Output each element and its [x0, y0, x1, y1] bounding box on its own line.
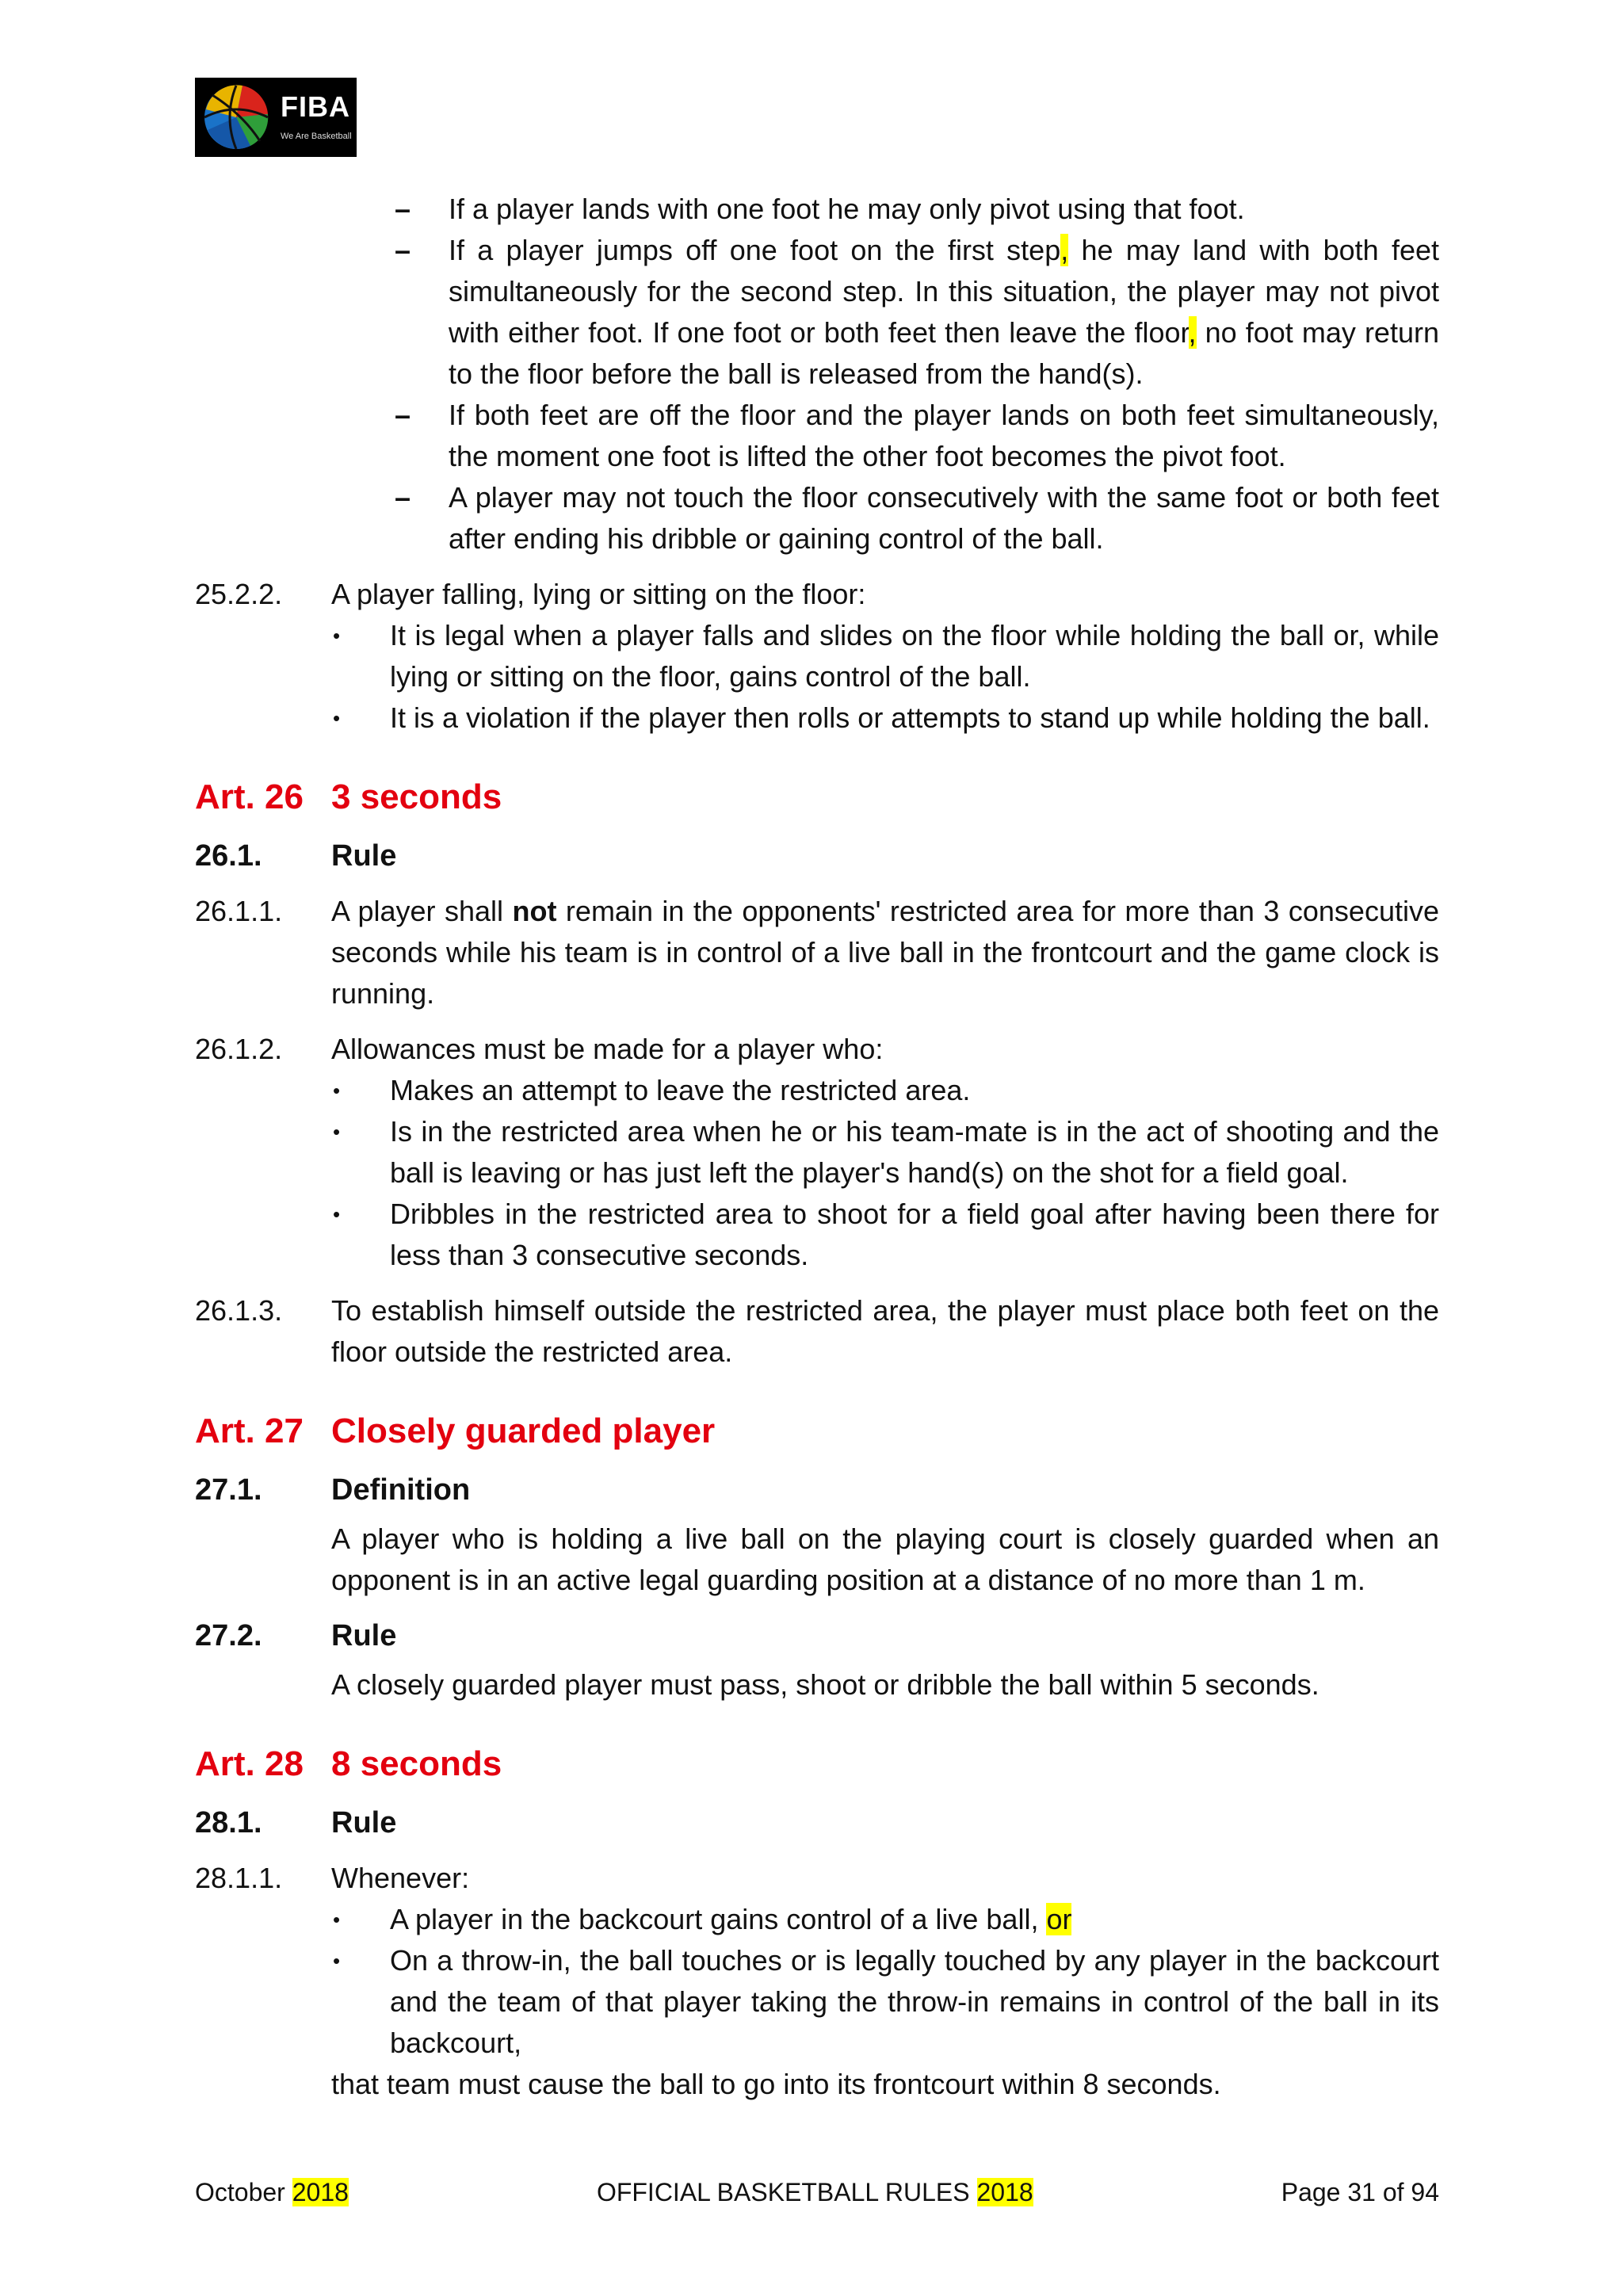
- bullet-marker: •: [333, 1908, 341, 1931]
- section-title: Definition: [331, 1473, 471, 1507]
- section-text: A player shall: [331, 895, 513, 927]
- section-number: 26.1.: [195, 839, 262, 873]
- bullet-marker: •: [333, 1949, 341, 1973]
- list-item-text: It is legal when a player falls and slides on the floor while holding the ball or, while lying or sitting on the floor, gains control of the ball.: [390, 619, 1439, 693]
- bullet-marker: •: [333, 1079, 341, 1102]
- footer-page-number: Page 31 of 94: [1281, 2178, 1439, 2206]
- section-28-1-heading: [195, 1802, 1439, 1843]
- list-item: [333, 1070, 1439, 1111]
- footer-year-highlight: 2018: [976, 2178, 1033, 2206]
- emphasis-text: not: [512, 895, 557, 927]
- section-number: 25.2.2.: [195, 578, 283, 610]
- section-number: 27.2.: [195, 1619, 262, 1652]
- list-item-text: On a throw-in, the ball touches or is legally touched by any player in the backcourt and the team of that player taking the throw-in remains in control of the ball in its backcourt,: [390, 1944, 1439, 2059]
- section-27-1-text: A player who is holding a live ball on the playing court is closely guarded when an opponent is in an active legal guarding position at a distance of no more than 1 m.: [331, 1522, 1439, 1596]
- dash-marker: –: [395, 234, 411, 266]
- list-item: [333, 1899, 1439, 1940]
- basketball-logo-icon: [195, 78, 277, 157]
- section-27-1-heading: [195, 1469, 1439, 1511]
- bullet-marker: •: [333, 624, 341, 648]
- list-item: [395, 230, 1440, 395]
- footer-date: [195, 2175, 349, 2210]
- article-26-heading: [195, 774, 1439, 821]
- section-text: Allowances must be made for a player who:: [331, 1033, 884, 1065]
- section-26-1-heading: [195, 835, 1439, 877]
- article-28-heading: [195, 1740, 1439, 1788]
- falling-rules-list: [195, 615, 1439, 739]
- logo-tagline: We Are Basketball: [281, 132, 352, 141]
- list-item-text: Is in the restricted area when he or his team-mate is in the act of shooting and the ball is leaving or has just left the player's hand(s) on the shot for a field goal.: [390, 1115, 1439, 1189]
- highlighted-comma: ,: [1060, 234, 1069, 266]
- section-28-1-1: [195, 1858, 1439, 1899]
- page-footer: [195, 2175, 1439, 2210]
- footer-month: October: [195, 2178, 292, 2206]
- list-item-text: no foot may return to the floor before the ball is released from the hand(s).: [449, 316, 1439, 390]
- list-item: [395, 477, 1439, 560]
- bullet-marker: •: [333, 1202, 341, 1226]
- list-item: [333, 1111, 1439, 1194]
- article-number: Art. 27: [195, 1412, 304, 1450]
- list-item-text: If a player lands with one foot he may only pivot using that foot.: [449, 193, 1245, 225]
- article-number: Art. 28: [195, 1744, 304, 1783]
- list-item-text: Makes an attempt to leave the restricted area.: [390, 1074, 971, 1106]
- bullet-marker: •: [333, 1120, 341, 1144]
- section-26-1-2: [195, 1029, 1439, 1070]
- list-item: [333, 615, 1439, 697]
- article-title: Closely guarded player: [331, 1412, 716, 1450]
- list-item-text: It is a violation if the player then rolls or attempts to stand up while holding the ball.: [390, 701, 1430, 734]
- section-title: Rule: [331, 1806, 397, 1839]
- dash-marker: –: [395, 481, 411, 514]
- list-item-text: If both feet are off the floor and the player lands on both feet simultaneously, the moment one foot is lifted the other foot becomes the pivot foot.: [449, 399, 1439, 472]
- section-text: remain in the opponents' restricted area for more than 3 consecutive seconds while his team is in control of a live ball in the frontcourt and the game clock is running.: [331, 895, 1439, 1010]
- section-27-2-text: A closely guarded player must pass, shoot or dribble the ball within 5 seconds.: [331, 1668, 1319, 1701]
- highlighted-word: or: [1046, 1903, 1072, 1935]
- list-item-text: If a player jumps off one foot on the first step: [449, 234, 1061, 266]
- section-number: 26.1.1.: [195, 895, 283, 927]
- article-number: Art. 26: [195, 777, 304, 816]
- section-27-2-heading: [195, 1615, 1439, 1656]
- list-item: [395, 395, 1439, 477]
- logo-text: [277, 78, 357, 157]
- list-item-text: he may land with both feet simultaneously for the second step. In this situation, the player may not pivot with either foot. If one foot or both feet then leave the floor: [449, 234, 1440, 349]
- backcourt-conditions-list: [195, 1899, 1439, 2064]
- section-number: 28.1.: [195, 1806, 262, 1839]
- list-item-text: A player in the backcourt gains control of a live ball,: [390, 1903, 1047, 1935]
- section-26-1-3: [195, 1290, 1439, 1373]
- dash-marker: –: [395, 193, 411, 225]
- section-number: 26.1.2.: [195, 1033, 283, 1065]
- page-content: [195, 189, 1439, 2105]
- logo-brand: FIBA: [281, 90, 350, 123]
- section-25-2-2: [195, 574, 1439, 615]
- pivot-rules-list: [195, 189, 1439, 560]
- dash-marker: –: [395, 399, 411, 431]
- list-item-text: Dribbles in the restricted area to shoot for a field goal after having been there for less than 3 consecutive seconds.: [390, 1198, 1439, 1271]
- fiba-logo: [195, 78, 357, 157]
- section-text: To establish himself outside the restricted area, the player must place both feet on the floor outside the restricted area.: [331, 1294, 1439, 1368]
- section-text: Whenever:: [331, 1862, 470, 1894]
- section-number: 26.1.3.: [195, 1294, 283, 1327]
- footer-doc-title: OFFICIAL BASKETBALL RULES: [596, 2178, 977, 2206]
- footer-title: [597, 2175, 1033, 2210]
- bullet-marker: •: [333, 706, 341, 730]
- footer-year-highlight: 2018: [292, 2178, 349, 2206]
- list-item-text: A player may not touch the floor consecutively with the same foot or both feet after ending his dribble or gaining control of the ball.: [449, 481, 1439, 555]
- list-item: [333, 1940, 1439, 2064]
- article-27-heading: [195, 1408, 1439, 1455]
- section-26-1-1: [195, 891, 1439, 1014]
- article-title: 8 seconds: [331, 1744, 502, 1783]
- list-item: [333, 697, 1439, 739]
- highlighted-comma: ,: [1188, 316, 1197, 349]
- section-number: 27.1.: [195, 1473, 262, 1507]
- list-item: [395, 189, 1439, 230]
- section-number: 28.1.1.: [195, 1862, 283, 1894]
- section-title: Rule: [331, 839, 397, 873]
- section-title: Rule: [331, 1619, 397, 1652]
- section-28-1-1-conclusion: that team must cause the ball to go into its frontcourt within 8 seconds.: [331, 2068, 1221, 2100]
- list-item: [333, 1194, 1439, 1276]
- article-title: 3 seconds: [331, 777, 502, 816]
- section-text: A player falling, lying or sitting on the floor:: [331, 578, 866, 610]
- allowances-list: [195, 1070, 1439, 1276]
